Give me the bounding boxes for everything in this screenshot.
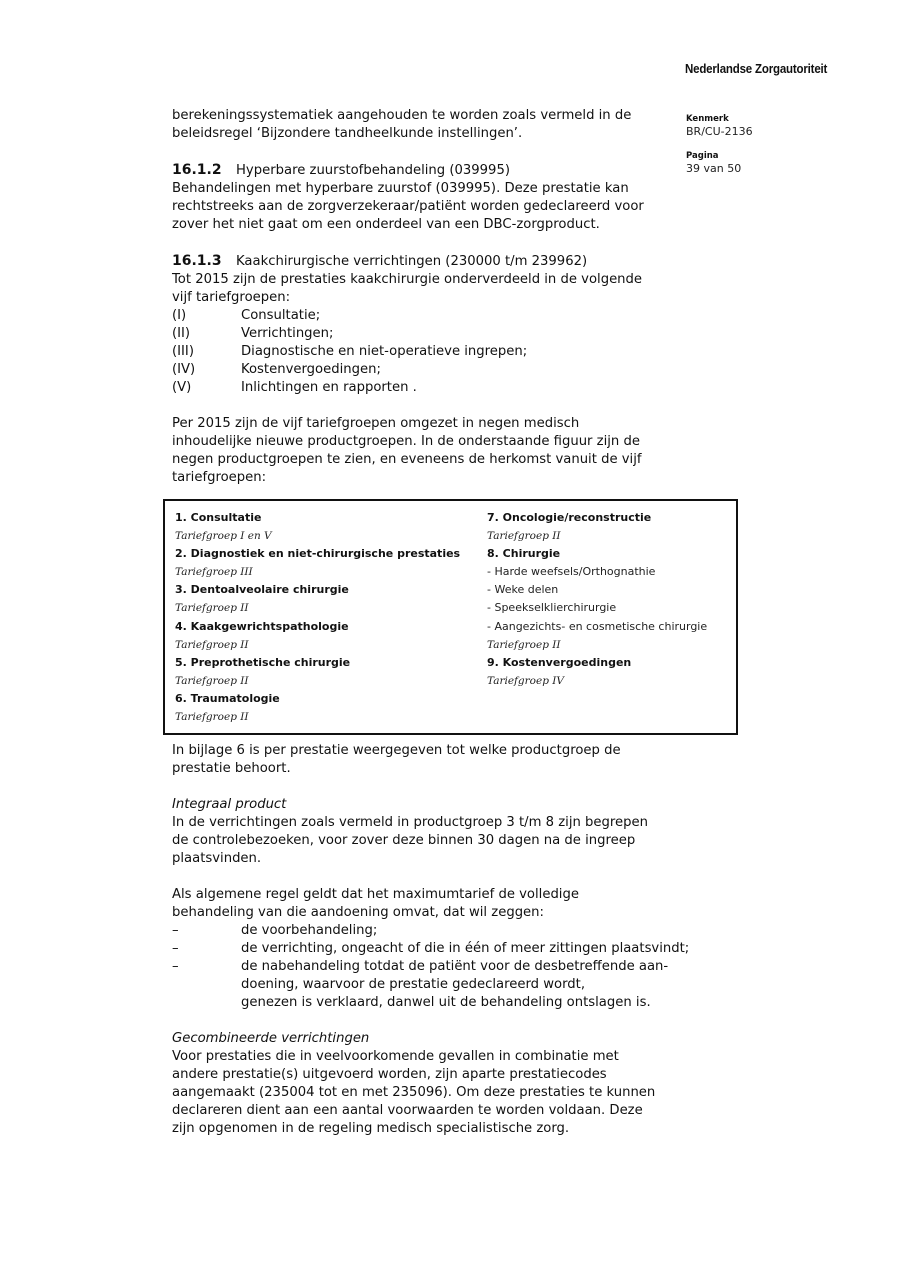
- tariefgroep-item: [172, 379, 672, 397]
- tariefgroep-label: Diagnostische en niet-operatieve ingrepen;: [241, 344, 528, 359]
- kenmerk-label: Kenmerk: [686, 114, 729, 124]
- productgroep-title: 4. Kaakgewrichtspathologie: [175, 619, 349, 633]
- productgroep-source: Tariefgroep I en V: [175, 530, 272, 543]
- paragraph-line: prestatie behoort.: [172, 761, 291, 776]
- bullet-text: de voorbehandeling;: [241, 923, 378, 938]
- after-figure-text: [172, 742, 692, 1138]
- productgroep-title: 6. Traumatologie: [175, 691, 280, 705]
- paragraph-line: Behandelingen met hyperbare zuurstof (039995). Deze prestatie kan: [172, 181, 629, 196]
- tariefgroep-item: [172, 343, 672, 361]
- subheading-gecombineerd: Gecombineerde verrichtingen: [172, 1031, 370, 1046]
- paragraph-line: inhoudelijke nieuwe productgroepen. In de onderstaande figuur zijn de: [172, 434, 640, 449]
- subheading-integraal: Integraal product: [172, 797, 287, 812]
- section-title: Hyperbare zuurstofbehandeling (039995): [236, 163, 510, 178]
- bullet-line: genezen is verklaard, danwel uit de behandeling ontslagen is.: [241, 995, 651, 1010]
- kenmerk-value: BR/CU-2136: [686, 125, 753, 138]
- intro-line: berekeningssystematiek aangehouden te worden zoals vermeld in de: [172, 108, 632, 123]
- productgroep-title: 2. Diagnostiek en niet-chirurgische prestaties: [175, 547, 461, 561]
- pagina-block: [686, 151, 741, 176]
- roman-numeral: (I): [172, 308, 187, 323]
- dash-bullet-icon: –: [172, 959, 179, 974]
- tariefgroep-label: Verrichtingen;: [241, 326, 334, 341]
- paragraph-line: plaatsvinden.: [172, 851, 262, 866]
- bullet-line: de nabehandeling totdat de patiënt voor de desbetreffende aan-: [241, 959, 669, 974]
- productgroep-source: Tariefgroep II: [175, 674, 249, 687]
- section-number: 16.1.2: [172, 162, 222, 178]
- productgroep-title: 5. Preprothetische chirurgie: [175, 655, 351, 669]
- tariefgroep-label: Kostenvergoedingen;: [241, 362, 381, 377]
- paragraph-line: andere prestatie(s) uitgevoerd worden, zijn aparte prestatiecodes: [172, 1067, 607, 1082]
- bullet-text: [241, 958, 668, 1012]
- productgroep-title: 7. Oncologie/reconstructie: [487, 511, 652, 524]
- chirurgie-subitem: - Harde weefsels/Orthognathie: [487, 565, 656, 579]
- paragraph-line: Als algemene regel geldt dat het maximumtarief de volledige: [172, 887, 579, 902]
- paragraph-line: behandeling van die aandoening omvat, dat wil zeggen:: [172, 905, 544, 920]
- productgroep-source: Tariefgroep II: [487, 638, 561, 651]
- dash-bullet-icon: –: [172, 923, 179, 938]
- section-heading-1613: [172, 252, 672, 271]
- figure-right-column: [487, 509, 707, 690]
- tariefgroep-item: [172, 361, 672, 379]
- tariefgroep-label: Consultatie;: [241, 308, 321, 323]
- productgroep-source: Tariefgroep II: [175, 602, 249, 615]
- productgroep-title: 1. Consultatie: [175, 511, 262, 524]
- productgroep-source: Tariefgroep IV: [487, 674, 564, 687]
- productgroep-title: 9. Kostenvergoedingen: [487, 655, 632, 669]
- paragraph-line: rechtstreeks aan de zorgverzekeraar/patiënt worden gedeclareerd voor: [172, 199, 644, 214]
- paragraph-line: aangemaakt (235004 tot en met 235096). Om deze prestaties te kunnen: [172, 1085, 656, 1100]
- paragraph-line: de controlebezoeken, voor zover deze binnen 30 dagen na de ingreep: [172, 833, 636, 848]
- paragraph-line: Per 2015 zijn de vijf tariefgroepen omgezet in negen medisch: [172, 416, 580, 431]
- dash-bullet-icon: –: [172, 941, 179, 956]
- main-text: [172, 107, 672, 487]
- roman-numeral: (III): [172, 344, 194, 359]
- organization-name: Nederlandse Zorgautoriteit: [685, 62, 828, 76]
- tariefgroep-label: Inlichtingen en rapporten .: [241, 380, 417, 395]
- productgroep-source: Tariefgroep II: [487, 530, 561, 543]
- productgroep-source: Tariefgroep III: [175, 566, 253, 579]
- chirurgie-subitem: - Speekselklierchirurgie: [487, 601, 617, 615]
- productgroep-source: Tariefgroep II: [175, 711, 249, 724]
- paragraph-line: tariefgroepen:: [172, 470, 267, 485]
- productgroep-title: 3. Dentoalveolaire chirurgie: [175, 583, 349, 597]
- chirurgie-subitem: - Weke delen: [487, 583, 559, 597]
- paragraph-line: zover het niet gaat om een onderdeel van een DBC-zorgproduct.: [172, 217, 600, 232]
- figure-left-column: [175, 509, 460, 726]
- productgroep-title: 8. Chirurgie: [487, 547, 561, 561]
- chirurgie-subitem: - Aangezichts- en cosmetische chirurgie: [487, 619, 708, 633]
- paragraph-line: vijf tariefgroepen:: [172, 290, 291, 305]
- bullet-line: doening, waarvoor de prestatie gedeclareerd wordt,: [241, 977, 586, 992]
- roman-numeral: (V): [172, 380, 192, 395]
- kenmerk-block: [686, 114, 753, 139]
- section-heading-1612: [172, 161, 672, 180]
- roman-numeral: (II): [172, 326, 191, 341]
- paragraph-line: negen productgroepen te zien, en eveneens de herkomst vanuit de vijf: [172, 452, 642, 467]
- pagina-label: Pagina: [686, 151, 719, 161]
- roman-numeral: (IV): [172, 362, 196, 377]
- tariefgroep-item: [172, 307, 672, 325]
- pagina-value: 39 van 50: [686, 162, 742, 175]
- section-number: 16.1.3: [172, 253, 222, 269]
- section-title: Kaakchirurgische verrichtingen (230000 t/m 239962): [236, 254, 588, 269]
- paragraph-line: In bijlage 6 is per prestatie weergegeven tot welke productgroep de: [172, 743, 621, 758]
- productgroepen-figure: [163, 499, 738, 735]
- paragraph-line: declareren dient aan een aantal voorwaarden te worden voldaan. Deze: [172, 1103, 643, 1118]
- tariefgroep-item: [172, 325, 672, 343]
- paragraph-line: Voor prestaties die in veelvoorkomende gevallen in combinatie met: [172, 1049, 619, 1064]
- bullet-text: de verrichting, ongeacht of die in één of meer zittingen plaatsvindt;: [241, 941, 690, 956]
- intro-line: beleidsregel ‘Bijzondere tandheelkunde instellingen’.: [172, 126, 523, 141]
- productgroep-source: Tariefgroep II: [175, 638, 249, 651]
- bullet-item: [172, 922, 692, 940]
- paragraph-line: Tot 2015 zijn de prestaties kaakchirurgie onderverdeeld in de volgende: [172, 272, 643, 287]
- bullet-item: [172, 940, 692, 958]
- paragraph-line: zijn opgenomen in de regeling medisch specialistische zorg.: [172, 1121, 570, 1136]
- paragraph-line: In de verrichtingen zoals vermeld in productgroep 3 t/m 8 zijn begrepen: [172, 815, 648, 830]
- bullet-item: [172, 958, 692, 1012]
